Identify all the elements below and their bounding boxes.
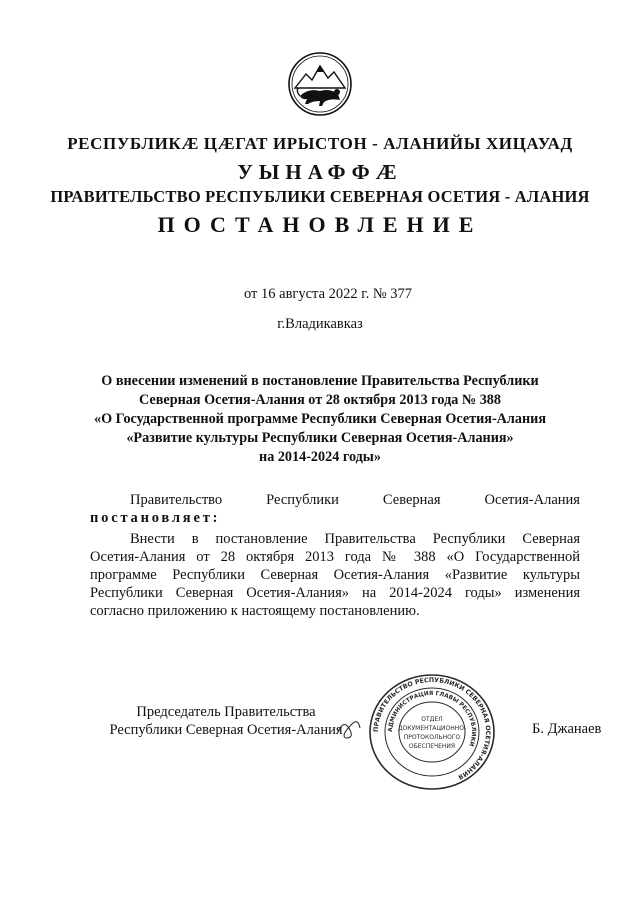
body-line: Республики Северная Осетия-Алания» на 2014-2024 годы» изменения bbox=[90, 585, 580, 601]
preamble-word: Республики bbox=[266, 492, 339, 508]
stamp-center-line: ПРОТОКОЛЬНОГО bbox=[403, 734, 461, 741]
decree-title bbox=[60, 372, 580, 467]
stamp-center-line: ОТДЕЛ bbox=[421, 716, 443, 723]
date-and-number: от 16 августа 2022 г. № 377 bbox=[244, 286, 413, 302]
city-name: г.Владикавказ bbox=[277, 316, 363, 332]
decrees-word: постановляет: bbox=[90, 510, 221, 526]
russian-government-name: ПРАВИТЕЛЬСТВО РЕСПУБЛИКИ СЕВЕРНАЯ ОСЕТИЯ - АЛАНИЯ bbox=[50, 187, 590, 206]
ossetian-decree-heading: УЫНАФФӔ bbox=[237, 160, 403, 184]
stamp-center-line: ОБЕСПЕЧЕНИЯ bbox=[408, 743, 456, 750]
preamble-word: Северная bbox=[382, 492, 441, 508]
stamp-center-line: ДОКУМЕНТАЦИОННО- bbox=[397, 725, 467, 732]
decree-body bbox=[90, 530, 580, 620]
preamble-word: Осетия-Алания bbox=[484, 492, 580, 508]
signatory-name: Б. Джанаев bbox=[532, 721, 602, 737]
body-line: Внести в постановление Правительства Республики Северная bbox=[130, 531, 580, 547]
coat-of-arms-emblem bbox=[286, 50, 354, 118]
body-line: Осетия-Алания от 28 октября 2013 года № 388 «О Государственной bbox=[90, 549, 580, 565]
preamble-word: Правительство bbox=[130, 492, 223, 508]
stamp-inner-text: АДМИНИСТРАЦИЯ ГЛАВЫ РЕСПУБЛИКИ bbox=[387, 690, 477, 747]
body-line: согласно приложению к настоящему постановлению. bbox=[90, 603, 420, 619]
ossetian-government-name: РЕСПУБЛИКӔ ЦӔГАТ ИРЫСТОН - АЛАНИЙЫ ХИЦАУАД bbox=[67, 134, 573, 153]
body-line: программе Республики Северная Осетия-Алания «Развитие культуры bbox=[90, 567, 580, 583]
preamble bbox=[130, 492, 580, 509]
title-line: Северная Осетия-Алания от 28 октября 2013 года № 388 bbox=[139, 392, 501, 408]
decree-heading: ПОСТАНОВЛЕНИЕ bbox=[157, 212, 483, 237]
signatory-title-line: Председатель Правительства bbox=[136, 704, 316, 720]
official-stamp bbox=[366, 672, 498, 792]
title-line: на 2014-2024 годы» bbox=[259, 449, 381, 465]
stamp-outer-text: ПРАВИТЕЛЬСТВО РЕСПУБЛИКИ СЕВЕРНАЯ ОСЕТИЯ-АЛАНИЯ bbox=[372, 676, 492, 781]
title-line: О внесении изменений в постановление Правительства Республики bbox=[101, 373, 539, 389]
title-line: «О Государственной программе Республики Северная Осетия-Алания bbox=[94, 411, 546, 427]
signatory-title-line: Республики Северная Осетия-Алания bbox=[109, 722, 343, 738]
title-line: «Развитие культуры Республики Северная Осетия-Алания» bbox=[126, 430, 514, 446]
